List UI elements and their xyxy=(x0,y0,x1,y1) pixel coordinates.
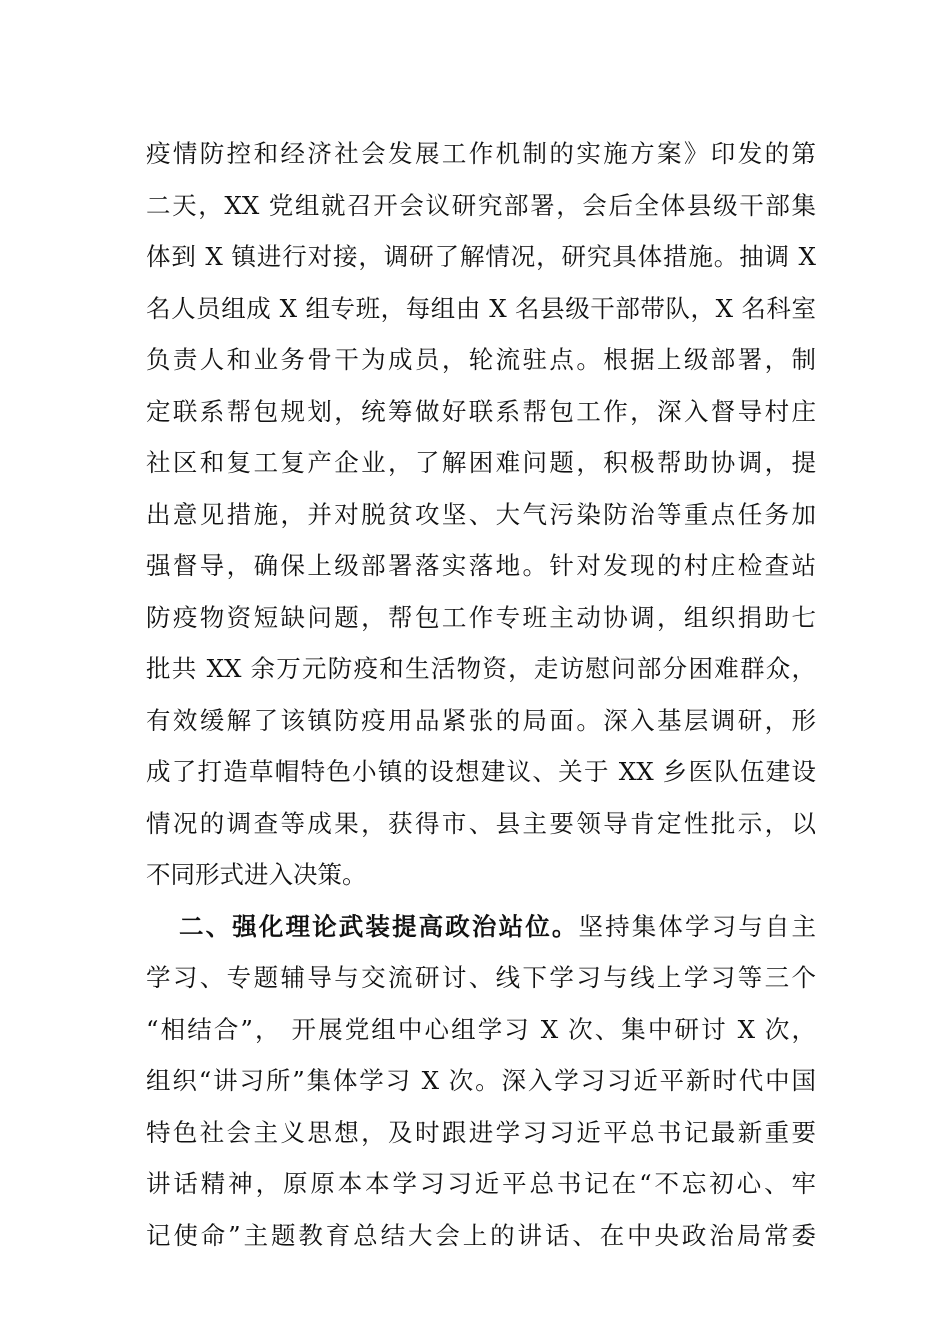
text-line: 强督导，确保上级部署落实落地。针对发现的村庄检查站 xyxy=(146,551,816,580)
text-line: 有效缓解了该镇防疫用品紧张的局面。深入基层调研，形 xyxy=(146,705,816,735)
text-line: “相结合”， 开展党组中心组学习 X 次、集中研讨 X 次， xyxy=(146,1014,816,1044)
text-line: 成了打造草帽特色小镇的设想建议、关于 XX 乡医队伍建设 xyxy=(146,757,816,786)
text-line: 出意见措施，并对脱贫攻坚、大气污染防治等重点任务加 xyxy=(146,499,816,529)
paragraph-2 xyxy=(146,901,816,1262)
heading-line-text: 坚持集体学习与自主 xyxy=(578,911,816,941)
text-line: 学习、专题辅导与交流研讨、线下学习与线上学习等三个 xyxy=(146,963,816,992)
text-line: 负责人和业务骨干为成员，轮流驻点。根据上级部署，制 xyxy=(146,345,816,374)
text-line: 讲话精神，原原本本学习习近平总书记在“不忘初心、牢 xyxy=(146,1169,816,1198)
text-line: 不同形式进入决策。 xyxy=(146,860,367,889)
text-line: 组织“讲习所”集体学习 X 次。深入学习习近平新时代中国 xyxy=(146,1066,816,1095)
document-body xyxy=(146,128,816,1261)
text-line: 特色社会主义思想，及时跟进学习习近平总书记最新重要 xyxy=(146,1117,816,1147)
section-heading: 二、强化理论武装提高政治站位。 xyxy=(179,911,579,941)
text-line: 社区和复工复产企业，了解困难问题，积极帮助协调，提 xyxy=(146,448,816,477)
text-line: 二天，XX 党组就召开会议研究部署，会后全体县级干部集 xyxy=(146,190,816,220)
text-line: 名人员组成 X 组专班，每组由 X 名县级干部带队，X 名科室 xyxy=(146,293,816,323)
paragraph-1 xyxy=(146,128,816,901)
text-line: 防疫物资短缺问题，帮包工作专班主动协调，组织捐助七 xyxy=(146,602,816,632)
text-line: 疫情防控和经济社会发展工作机制的实施方案》印发的第 xyxy=(146,139,816,168)
text-line: 情况的调查等成果，获得市、县主要领导肯定性批示，以 xyxy=(146,808,816,838)
text-line: 记使命”主题教育总结大会上的讲话、在中央政治局常委 xyxy=(146,1220,816,1250)
text-line: 批共 XX 余万元防疫和生活物资，走访慰问部分困难群众， xyxy=(146,654,816,683)
paragraph-2-first-line xyxy=(146,901,816,953)
text-line: 体到 X 镇进行对接，调研了解情况，研究具体措施。抽调 X xyxy=(146,242,816,271)
text-line: 定联系帮包规划，统筹做好联系帮包工作，深入督导村庄 xyxy=(146,396,816,426)
